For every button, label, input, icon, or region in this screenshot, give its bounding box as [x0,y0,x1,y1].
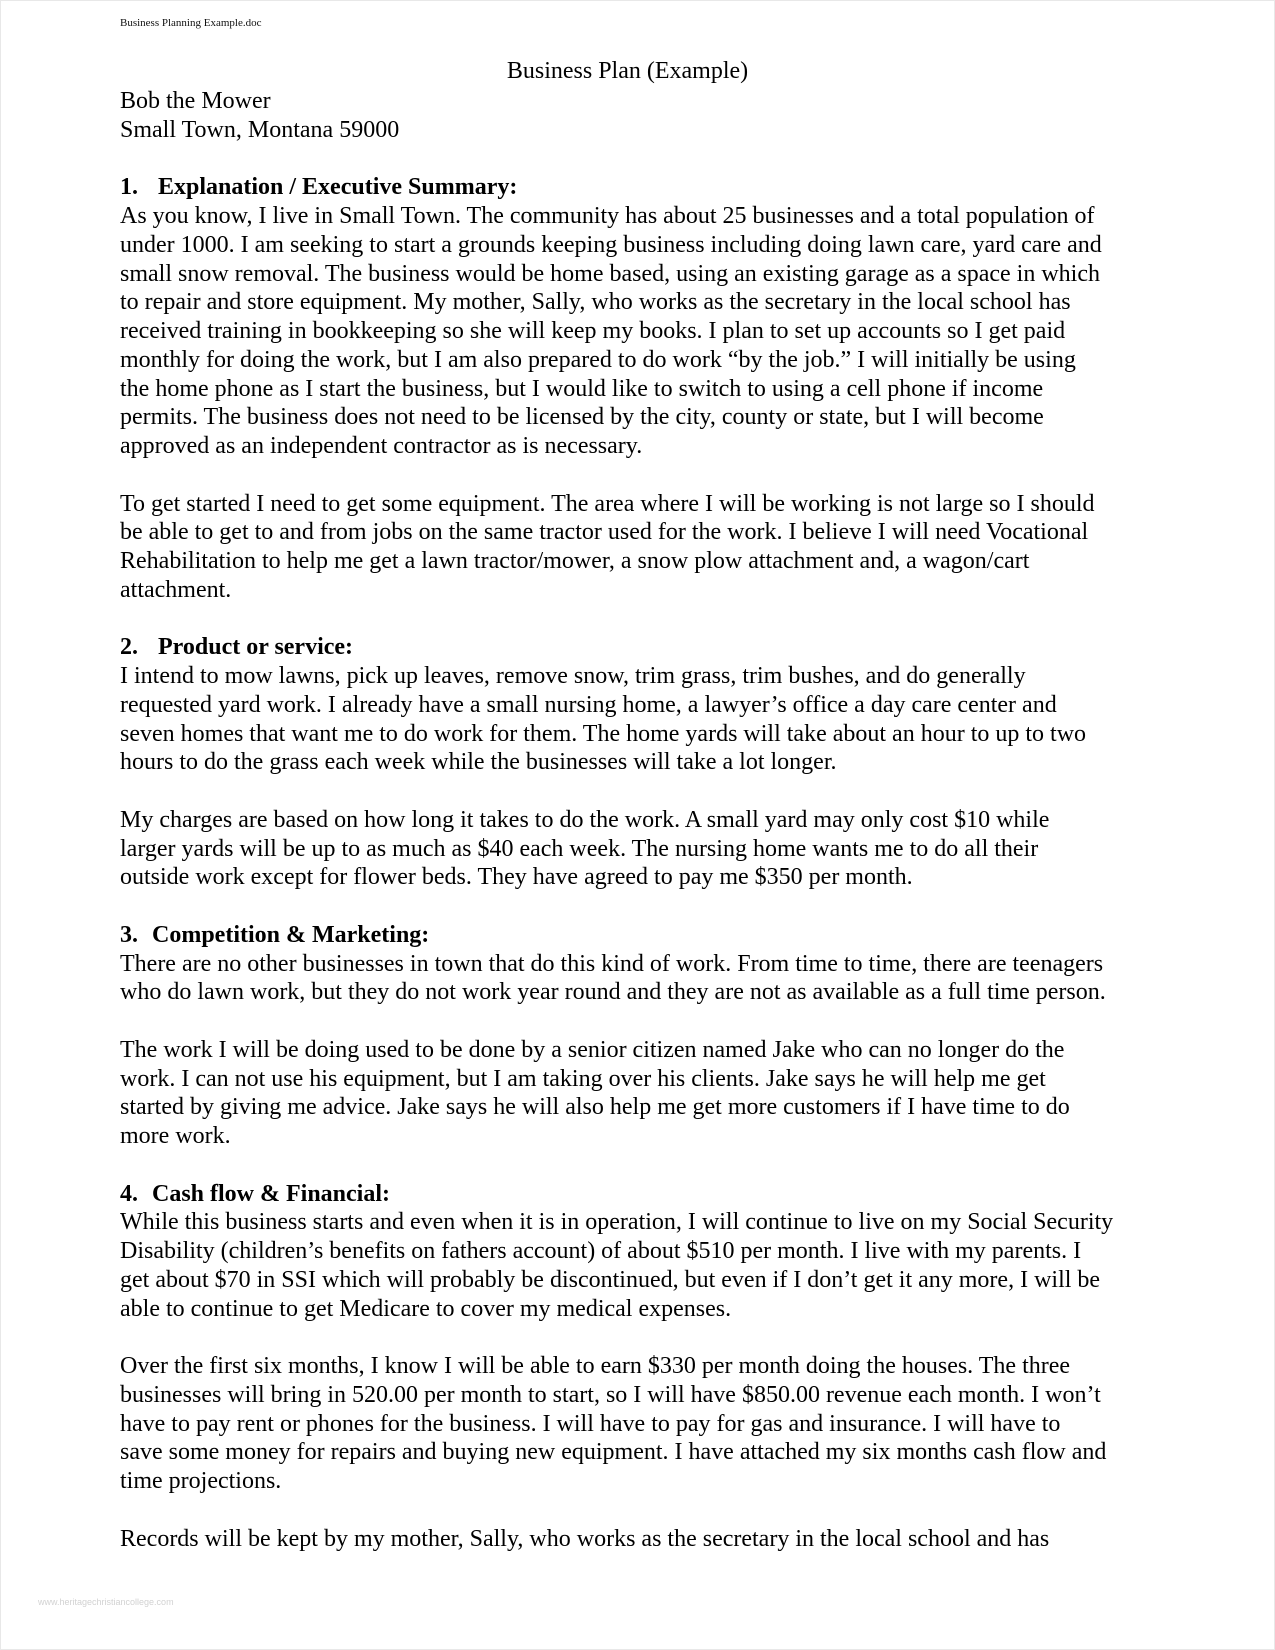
paragraph-line: be able to get to and from jobs on the same tractor used for the work. I believe I will need Vocational [120,519,1089,546]
paragraph-line: work. I can not use his equipment, but I am taking over his clients. Jake says he will help me get [120,1065,1046,1092]
paragraph-line: outside work except for flower beds. They have agreed to pay me $350 per month. [120,864,913,891]
spacer [120,1007,1180,1036]
paragraph-line: to repair and store equipment. My mother, Sally, who works as the secretary in the local school has [120,289,1071,316]
paragraph-line: While this business starts and even when it is in operation, I will continue to live on my Social Security [120,1209,1114,1236]
section-heading-text: Competition & Marketing: [152,921,430,948]
address-city: Small Town, Montana 59000 [120,116,400,143]
paragraph-line: started by giving me advice. Jake says he will also help me get more customers if I have time to do [120,1094,1070,1121]
paragraph-line: There are no other businesses in town that do this kind of work. From time to time, there are teenagers [120,950,1104,977]
paragraph-line: My charges are based on how long it takes to do the work. A small yard may only cost $10 while [120,806,1050,833]
paragraph-line: the home phone as I start the business, but I would like to switch to using a cell phone if income [120,375,1044,402]
paragraph-line: under 1000. I am seeking to start a grounds keeping business including doing lawn care, yard care and [120,231,1102,258]
address-name: Bob the Mower [120,88,271,114]
section-heading-executive-summary [120,173,1180,202]
section-number: 3. [120,921,138,948]
section-heading-text: Cash flow & Financial: [152,1180,391,1207]
paragraph-line: received training in bookkeeping so she will keep my books. I plan to set up accounts so I get paid [120,318,1066,344]
section-heading-competition-marketing [120,921,1180,950]
paragraph-line: permits. The business does not need to be licensed by the city, county or state, but I will become [120,404,1044,431]
paragraph-line: hours to do the grass each week while the businesses will take a lot longer. [120,749,837,776]
document-header-filename: Business Planning Example.doc [120,17,262,29]
spacer [120,1323,1180,1352]
footer-watermark: www.heritagechristiancollege.com [38,1597,174,1607]
document-body [120,87,1180,1553]
paragraph-line: seven homes that want me to do work for them. The home yards will take about an hour to up to two [120,720,1087,747]
paragraph-line: The work I will be doing used to be done by a senior citizen named Jake who can no longer do the [120,1036,1065,1063]
paragraph-line: able to continue to get Medicare to cover my medical expenses. [120,1295,732,1322]
paragraph-line: I intend to mow lawns, pick up leaves, remove snow, trim grass, trim bushes, and do generally [120,663,1026,689]
paragraph-line: approved as an independent contractor as is necessary. [120,433,643,459]
section-heading-cash-flow-financial [120,1180,1180,1209]
spacer [120,1496,1180,1525]
paragraph-line: attachment. [120,576,232,603]
paragraph-line: Over the first six months, I know I will be able to earn $330 per month doing the houses. The three [120,1353,1071,1379]
spacer [120,892,1180,921]
paragraph-line: have to pay rent or phones for the business. I will have to pay for gas and insurance. I will have to [120,1410,1061,1437]
paragraph-line: As you know, I live in Small Town. The community has about 25 businesses and a total population of [120,203,1095,229]
section-number: 4. [120,1180,138,1207]
paragraph-line: save some money for repairs and buying new equipment. I have attached my six months cash flow and [120,1439,1107,1466]
paragraph-line: larger yards will be up to as much as $40 each week. The nursing home wants me to do all their [120,835,1039,862]
paragraph-line: time projections. [120,1468,282,1494]
paragraph-line: requested yard work. I already have a small nursing home, a lawyer’s office a day care center and [120,691,1057,718]
paragraph-line: more work. [120,1123,231,1149]
spacer [120,461,1180,490]
section-number: 2. [120,634,138,661]
section-heading-product-or-service [120,633,1180,662]
paragraph-line: To get started I need to get some equipment. The area where I will be working is not large so I should [120,490,1095,517]
spacer [120,1151,1180,1180]
paragraph-line: small snow removal. The business would be home based, using an existing garage as a space in which [120,260,1101,287]
document-title: Business Plan (Example) [506,58,749,84]
paragraph-line: monthly for doing the work, but I am also prepared to do work “by the job.” I will initially be using [120,346,1076,373]
spacer [120,605,1180,634]
paragraph-line: Rehabilitation to help me get a lawn tractor/mower, a snow plow attachment and, a wagon/cart [120,548,1030,574]
paragraph-line: businesses will bring in 520.00 per month to start, so I will have $850.00 revenue each month. I won’t [120,1381,1101,1408]
spacer [120,777,1180,806]
section-heading-text: Explanation / Executive Summary: [158,174,518,201]
spacer [120,145,1180,174]
paragraph-line: Records will be kept by my mother, Sally, who works as the secretary in the local school and has [120,1525,1050,1552]
section-heading-text: Product or service: [158,634,354,661]
paragraph-line: who do lawn work, but they do not work year round and they are not as available as a full time person. [120,979,1106,1006]
paragraph-line: Disability (children’s benefits on fathers account) of about $510 per month. I live with my parents. I [120,1238,1082,1264]
section-number: 1. [120,174,138,201]
paragraph-line: get about $70 in SSI which will probably be discontinued, but even if I don’t get it any more, I will be [120,1266,1101,1293]
